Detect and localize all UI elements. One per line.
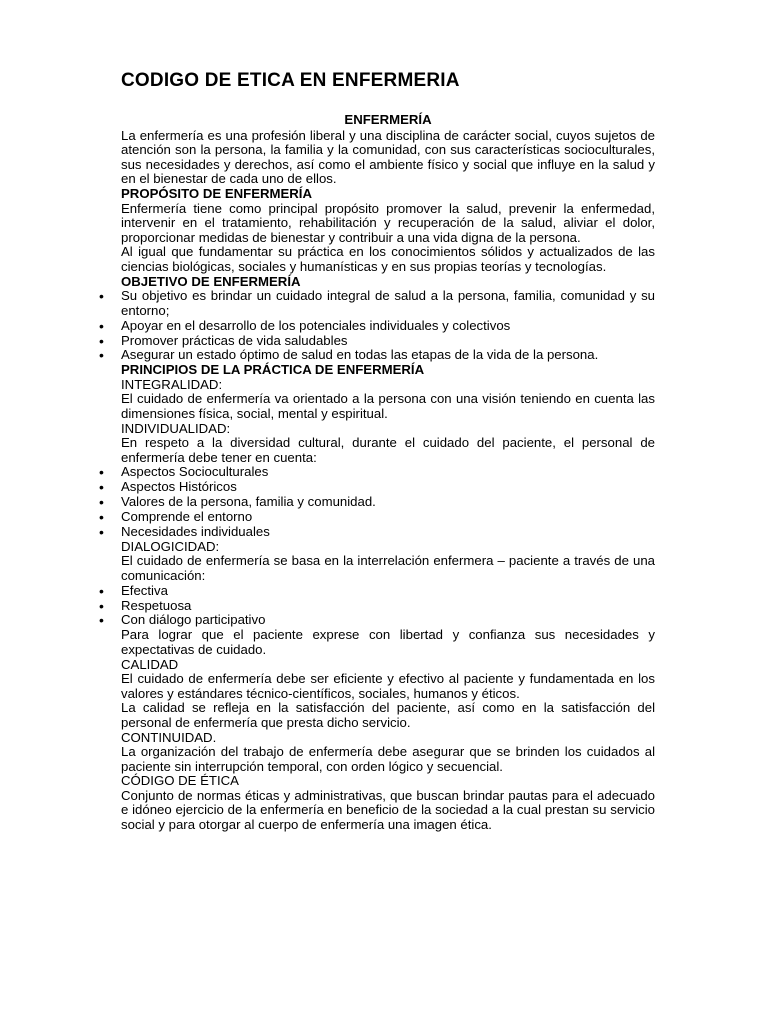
integralidad-label: INTEGRALIDAD: [121,376,223,392]
list-item: • Apoyar en el desarrollo de los potenciales individuales y colectivos [121,319,655,334]
list-item: • Efectiva [121,584,655,599]
list-item: • Promover prácticas de vida saludables [121,334,655,349]
continuidad-label: CONTINUIDAD. [121,729,217,745]
individualidad-list [121,465,655,539]
list-item: • Respetuosa [121,599,655,614]
list-item: • Valores de la persona, familia y comunidad. [121,495,655,510]
dialogicidad-list [121,584,655,628]
list-item: • Asegurar un estado óptimo de salud en todas las etapas de la vida de la persona. [121,348,655,363]
document-title: CODIGO DE ETICA EN ENFERMERIA [121,70,460,91]
section-heading-objetivo: OBJETIVO DE ENFERMERÍA [121,273,301,289]
list-item: • Con diálogo participativo [121,613,655,628]
calidad-paragraph-2: La calidad se refleja en la satisfacción del paciente, así como en la satisfacción del personal de enfermería que presta dicho servicio. [121,700,655,730]
calidad-label: CALIDAD [121,656,179,672]
codigo-paragraph: Conjunto de normas éticas y administrativas, que buscan brindar pautas para el adecuado e idóneo ejercicio de la enfermería en beneficio de la sociedad a la cual prestan su servicio social y para otorgar al cuerpo de enfermería una imagen ética. [121,787,655,833]
codigo-label: CÓDIGO DE ÉTICA [121,773,239,789]
document-body [121,113,655,833]
individualidad-paragraph: En respeto a la diversidad cultural, durante el cuidado del paciente, el personal de enfermería debe tener en cuenta: [121,435,655,465]
calidad-paragraph-1: El cuidado de enfermería debe ser eficiente y efectivo al paciente y fundamentada en los valores y estándares técnico-científicos, sociales, humanos y éticos. [121,671,655,701]
dialogicidad-after-paragraph: Para lograr que el paciente exprese con libertad y confianza sus necesidades y expectativas de cuidado. [121,627,655,657]
section-heading-proposito: PROPÓSITO DE ENFERMERÍA [121,185,312,201]
objetivo-list [121,289,655,363]
dialogicidad-label: DIALOGICIDAD: [121,538,220,554]
individualidad-label: INDIVIDUALIDAD: [121,420,231,436]
proposito-paragraph-1: Enfermería tiene como principal propósito promover la salud, prevenir la enfermedad, intervenir en el tratamiento, rehabilitación y recuperación de la salud, aliviar el dolor, proporcionar medidas de bienestar y contribuir a una vida digna de la persona. [121,200,655,245]
integralidad-paragraph: El cuidado de enfermería va orientado a la persona con una visión teniendo en cuenta las dimensiones física, social, mental y espiritual. [121,391,655,422]
list-item: • Su objetivo es brindar un cuidado integral de salud a la persona, familia, comunidad y su entorno; [121,289,655,318]
section-heading-principios: PRINCIPIOS DE LA PRÁCTICA DE ENFERMERÍA [121,362,425,378]
dialogicidad-paragraph: El cuidado de enfermería se basa en la interrelación enfermera – paciente a través de una comunicación: [121,553,655,584]
section-heading-enfermeria: ENFERMERÍA [344,112,432,127]
enfermeria-paragraph: La enfermería es una profesión liberal y una disciplina de carácter social, cuyos sujetos de atención son la persona, la familia y la comunidad, con sus características socioculturales, sus necesidades y derechos, así como el ambiente físico y social que influye en la salud y en el bienestar de cada uno de ellos. [121,127,655,187]
list-item: • Comprende el entorno [121,510,655,525]
list-item: • Aspectos Socioculturales [121,465,655,480]
continuidad-paragraph: La organización del trabajo de enfermería debe asegurar que se brinden los cuidados al paciente sin interrupción temporal, con orden lógico y secuencial. [121,744,655,774]
list-item: • Necesidades individuales [121,525,655,540]
proposito-paragraph-2: Al igual que fundamentar su práctica en los conocimientos sólidos y actualizados de las ciencias biológicas, sociales y humanísticas y en sus propias teorías y tecnologías. [121,244,655,274]
list-item: • Aspectos Históricos [121,480,655,495]
